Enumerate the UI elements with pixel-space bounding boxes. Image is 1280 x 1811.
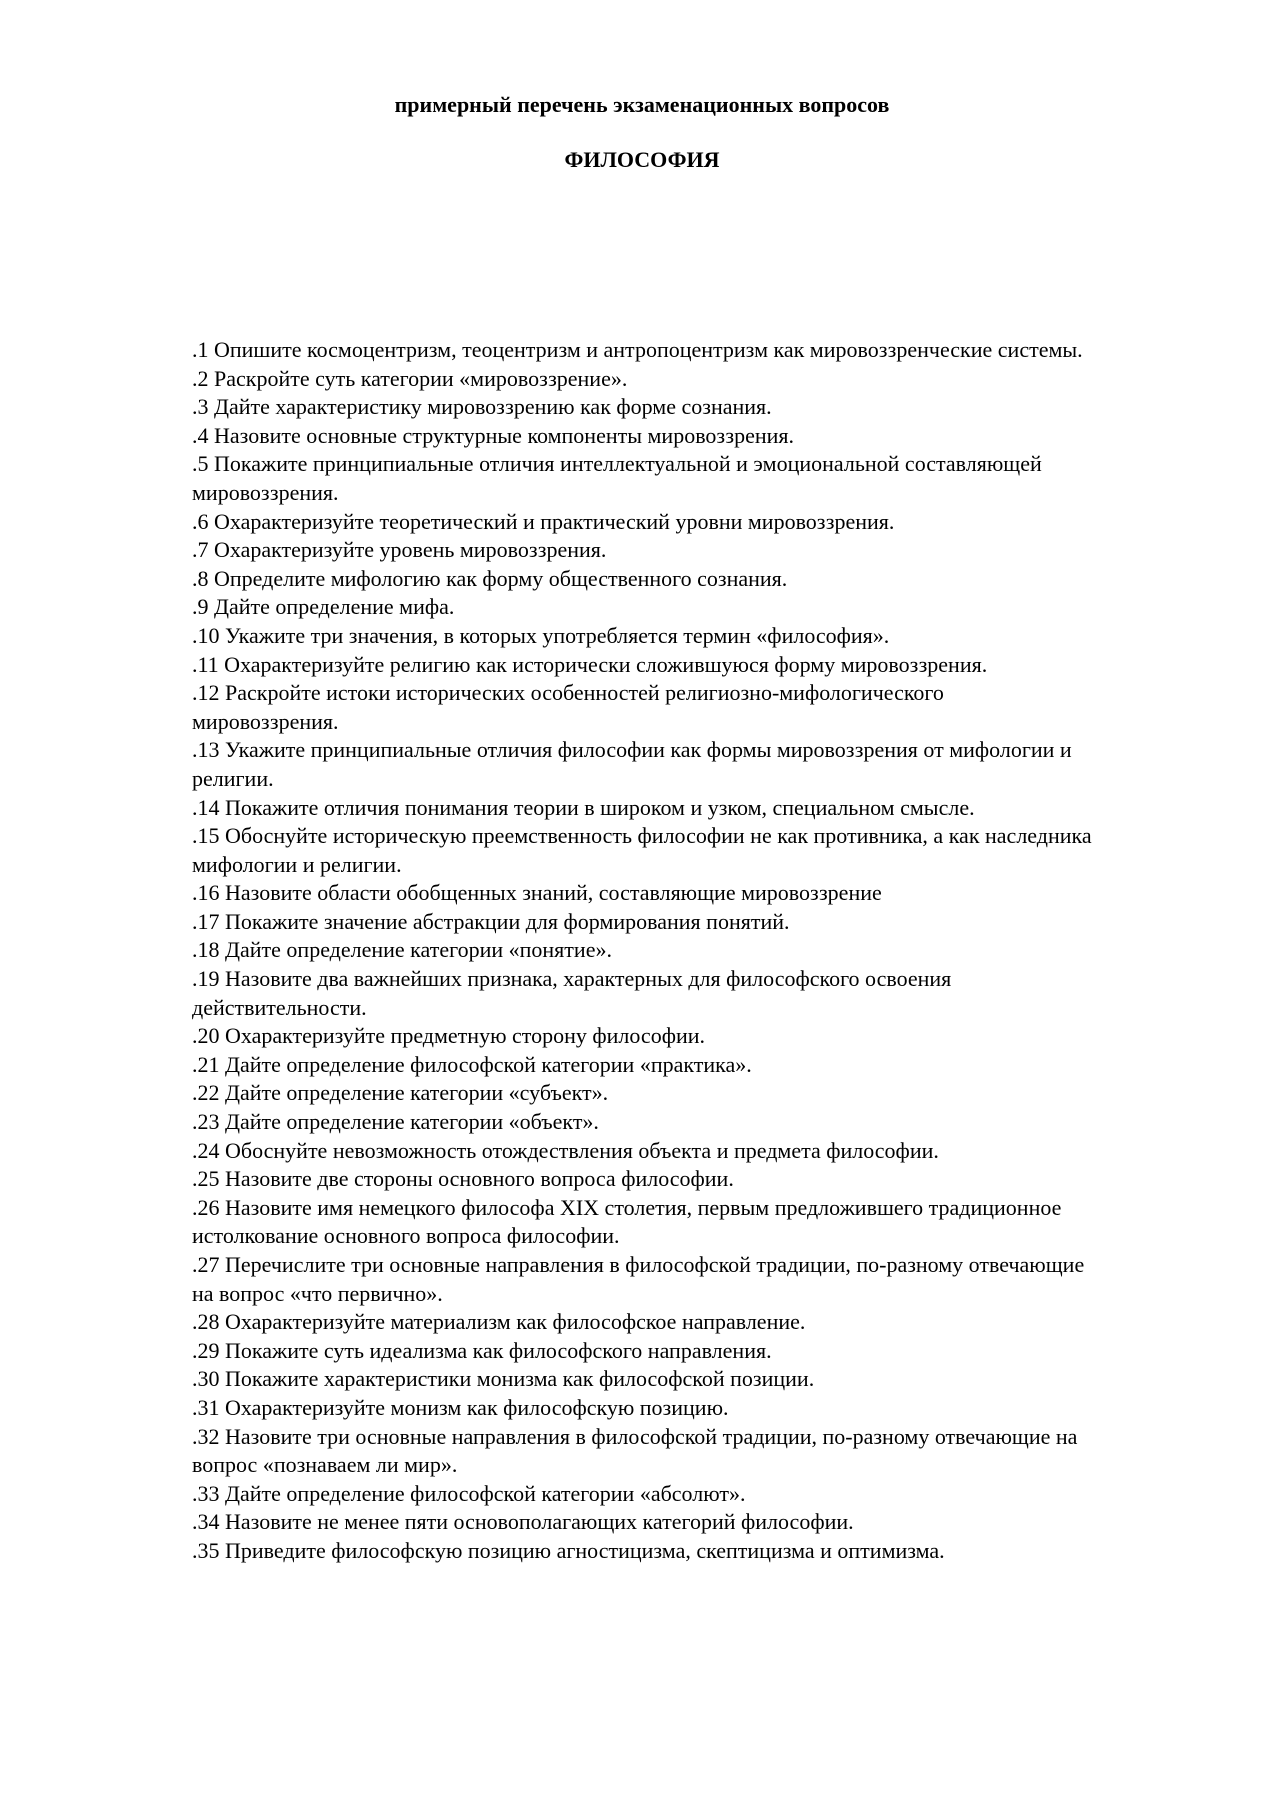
question-item: .31 Охарактеризуйте монизм как философскую позицию. — [192, 1394, 729, 1420]
question-item: .32 Назовите три основные направления в философской традиции, по-разному отвечающие на вопрос «познаваем ли мир». — [192, 1423, 1078, 1478]
question-item: .8 Определите мифологию как форму общественного сознания. — [192, 565, 788, 591]
document-title: ФИЛОСОФИЯ — [564, 147, 720, 172]
question-item: .17 Покажите значение абстракции для формирования понятий. — [192, 908, 790, 934]
question-item: .15 Обоснуйте историческую преемственность философии не как противника, а как наследника мифологии и религии. — [192, 823, 1092, 877]
question-item: .20 Охарактеризуйте предметную сторону философии. — [192, 1023, 705, 1049]
question-item: .14 Покажите отличия понимания теории в широком и узком, специальном смысле. — [192, 794, 975, 820]
question-item: .34 Назовите не менее пяти основополагающих категорий философии. — [192, 1509, 854, 1535]
question-item: .26 Назовите имя немецкого философа XIX столетия, первым предложившего традиционное истолкование основного вопроса философии. — [192, 1194, 1062, 1249]
question-item: .11 Охарактеризуйте религию как исторически сложившуюся форму мировоззрения. — [192, 651, 988, 677]
question-item: .3 Дайте характеристику мировоззрению как форме сознания. — [192, 394, 772, 420]
question-item: .19 Назовите два важнейших признака, характерных для философского освоения действительности. — [192, 966, 952, 1020]
question-item: .4 Назовите основные структурные компоненты мировоззрения. — [192, 422, 795, 448]
question-item: .16 Назовите области обобщенных знаний, составляющие мировоззрение — [192, 880, 882, 906]
question-item: .18 Дайте определение категории «понятие». — [192, 937, 612, 963]
question-item: .22 Дайте определение категории «субъект». — [192, 1080, 609, 1106]
question-item: .30 Покажите характеристики монизма как философской позиции. — [192, 1366, 815, 1392]
question-item: .33 Дайте определение философской категории «абсолют». — [192, 1480, 746, 1506]
question-item: .7 Охарактеризуйте уровень мировоззрения. — [192, 537, 607, 563]
question-item: .13 Укажите принципиальные отличия философии как формы мировоззрения от мифологии и религии. — [192, 737, 1072, 791]
question-item: .2 Раскройте суть категории «мировоззрение». — [192, 365, 628, 391]
question-item: .9 Дайте определение мифа. — [192, 594, 455, 620]
question-item: .6 Охарактеризуйте теоретический и практический уровни мировоззрения. — [192, 508, 895, 534]
question-item: .25 Назовите две стороны основного вопроса философии. — [192, 1166, 734, 1192]
question-item: .12 Раскройте истоки исторических особенностей религиозно-мифологического мировоззрения. — [192, 680, 944, 734]
question-item: .24 Обоснуйте невозможность отождествления объекта и предмета философии. — [192, 1137, 939, 1163]
question-item: .10 Укажите три значения, в которых употребляется термин «философия». — [192, 622, 890, 648]
question-list — [192, 336, 1092, 1566]
document-subtitle: примерный перечень экзаменационных вопросов — [394, 92, 890, 117]
question-item: .28 Охарактеризуйте материализм как философское направление. — [192, 1309, 806, 1335]
question-item: .1 Опишите космоцентризм, теоцентризм и антропоцентризм как мировоззренческие системы. — [192, 337, 1083, 362]
question-item: .29 Покажите суть идеализма как философского направления. — [192, 1337, 772, 1363]
question-item: .35 Приведите философскую позицию агностицизма, скептицизма и оптимизма. — [192, 1537, 945, 1563]
question-item: .21 Дайте определение философской категории «практика». — [192, 1051, 752, 1077]
question-item: .27 Перечислите три основные направления в философской традиции, по-разному отвечающие на вопрос «что первично». — [192, 1252, 1085, 1306]
question-item: .23 Дайте определение категории «объект». — [192, 1109, 599, 1135]
question-item: .5 Покажите принципиальные отличия интеллектуальной и эмоциональной составляющей мировоззрения. — [192, 451, 1042, 505]
